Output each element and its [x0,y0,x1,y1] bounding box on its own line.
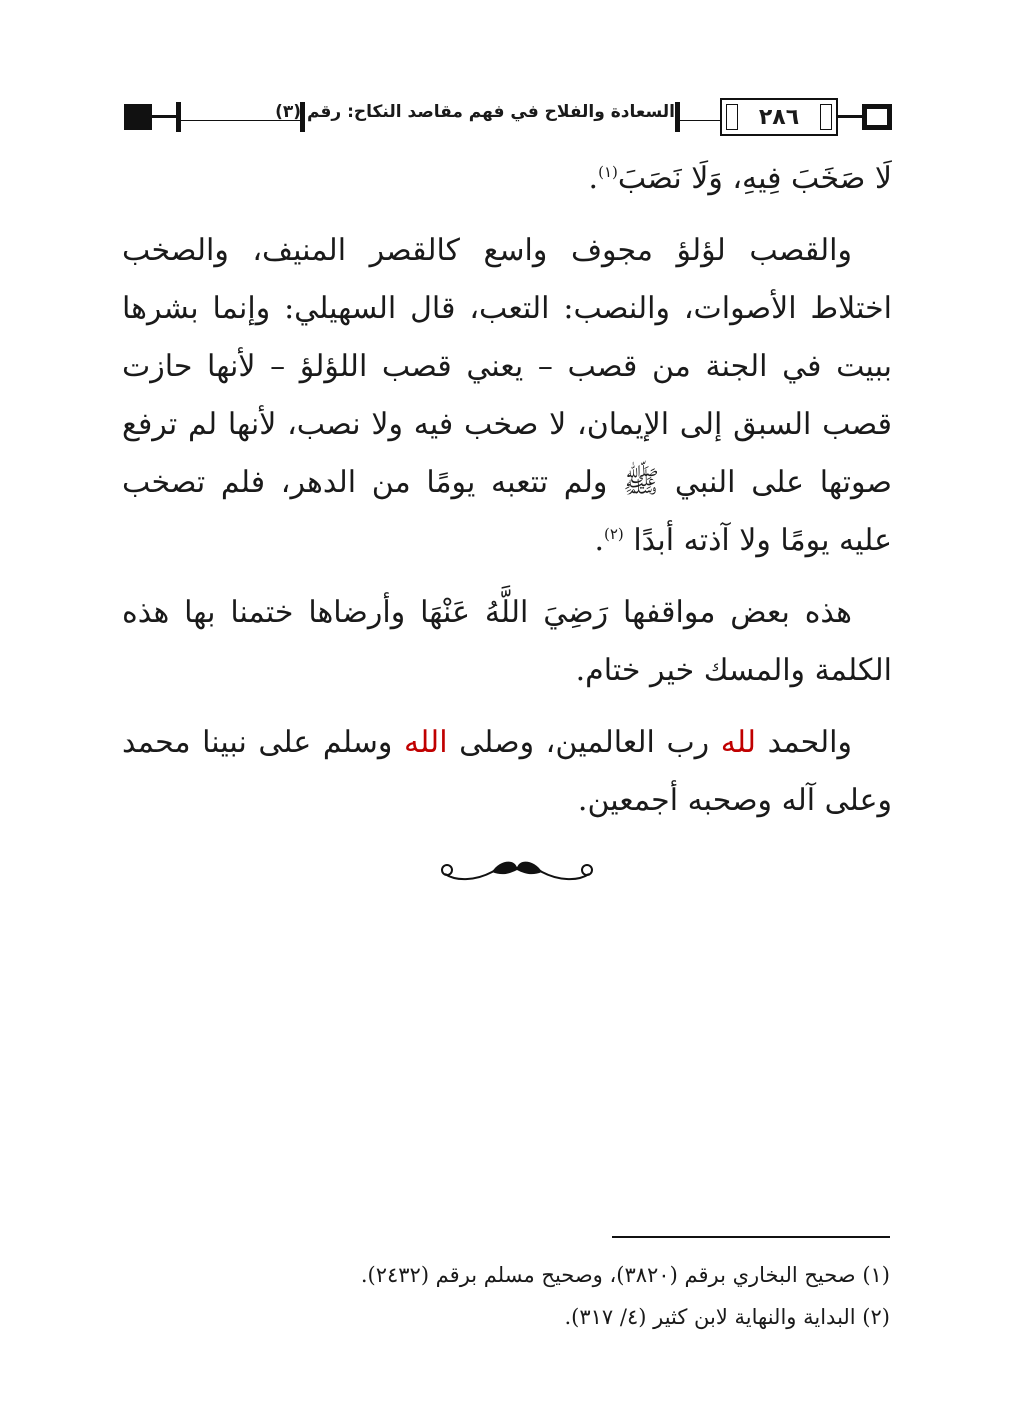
paragraph-opening: لَا صَخَبَ فِيهِ، وَلَا نَصَبَ$^{(١)}$. [588,161,892,196]
paragraph-doxology [122,714,892,830]
doxology-part-b: رب العالمين، وصلى [447,725,721,760]
footnote-1: (١) صحيح البخاري برقم (٣٨٢٠)، وصحيح مسلم برقم (٢٤٣٢). [360,1263,890,1287]
footnote-2: (٢) البداية والنهاية لابن كثير (٤/ ٣١٧). [564,1305,890,1329]
quote-line: لَا صَخَبَ فِيهِ، وَلَا نَصَبَ [617,161,892,196]
page-header [120,96,895,140]
header-bar-title-right [675,102,680,132]
footnote-divider [612,1236,890,1238]
explanation-text: والقصب لؤلؤ مجوف واسع كالقصر المنيف، والصخب اختلاط الأصوات، والنصب: التعب، قال السهيلي: وإنما بشرها ببيت في الجنة من قصب – يعني قصب اللؤلؤ – لأنها حازت قصب السبق إلى الإيمان، لا صخب فيه ولا نصب، لأنها لم ترفع صوتها على النبي ﷺ ولم تتعبه يومًا من الدهر، فلم تصخب عليه يومًا ولا آذته أبدًا [122,233,892,558]
header-square-right [862,104,892,130]
page-number: ٢٨٦ [720,98,838,136]
closing-text: هذه بعض مواقفها رَضِيَ اللَّهُ عَنْهَا وأرضاها ختمنا بها هذه الكلمة والمسك خير ختام. [122,595,892,688]
header-bar-left [176,102,181,132]
header-rule-right [838,115,862,118]
footnote-ref-1: (١) [598,163,618,181]
doxology-part-a: والحمد [755,725,852,760]
divine-name-2: الله [404,725,448,760]
divine-name-1: لله [720,725,756,760]
header-block-left [124,104,152,130]
doxology-part-c: وسلم على نبينا محمد وعلى آله وصحبه أجمعين. [122,725,892,818]
footnote-ref-2: (٢) [604,525,624,543]
section-end-ornament-icon [437,850,597,890]
header-rule-mid-right [680,120,720,121]
paragraph-explanation: والقصب لؤلؤ مجوف واسع كالقصر المنيف، والصخب اختلاط الأصوات، والنصب: التعب، قال السهيلي: وإنما بشرها ببيت في الجنة من قصب – يعني قصب اللؤلؤ – لأنها حازت قصب السبق إلى الإيمان، لا صخب فيه ولا نصب، لأنها لم ترفع صوتها على النبي ﷺ ولم تتعبه يومًا من الدهر، فلم تصخب عليه يومًا ولا آذته أبدًا $^{(٢)}$. [122,233,892,558]
paragraph-closing [122,584,892,700]
page-body [122,150,892,844]
header-rule-left [152,115,176,118]
footnotes [122,1254,890,1338]
running-title: السعادة والفلاح في فهم مقاصد النكاح: رقم (٣) [275,102,675,122]
